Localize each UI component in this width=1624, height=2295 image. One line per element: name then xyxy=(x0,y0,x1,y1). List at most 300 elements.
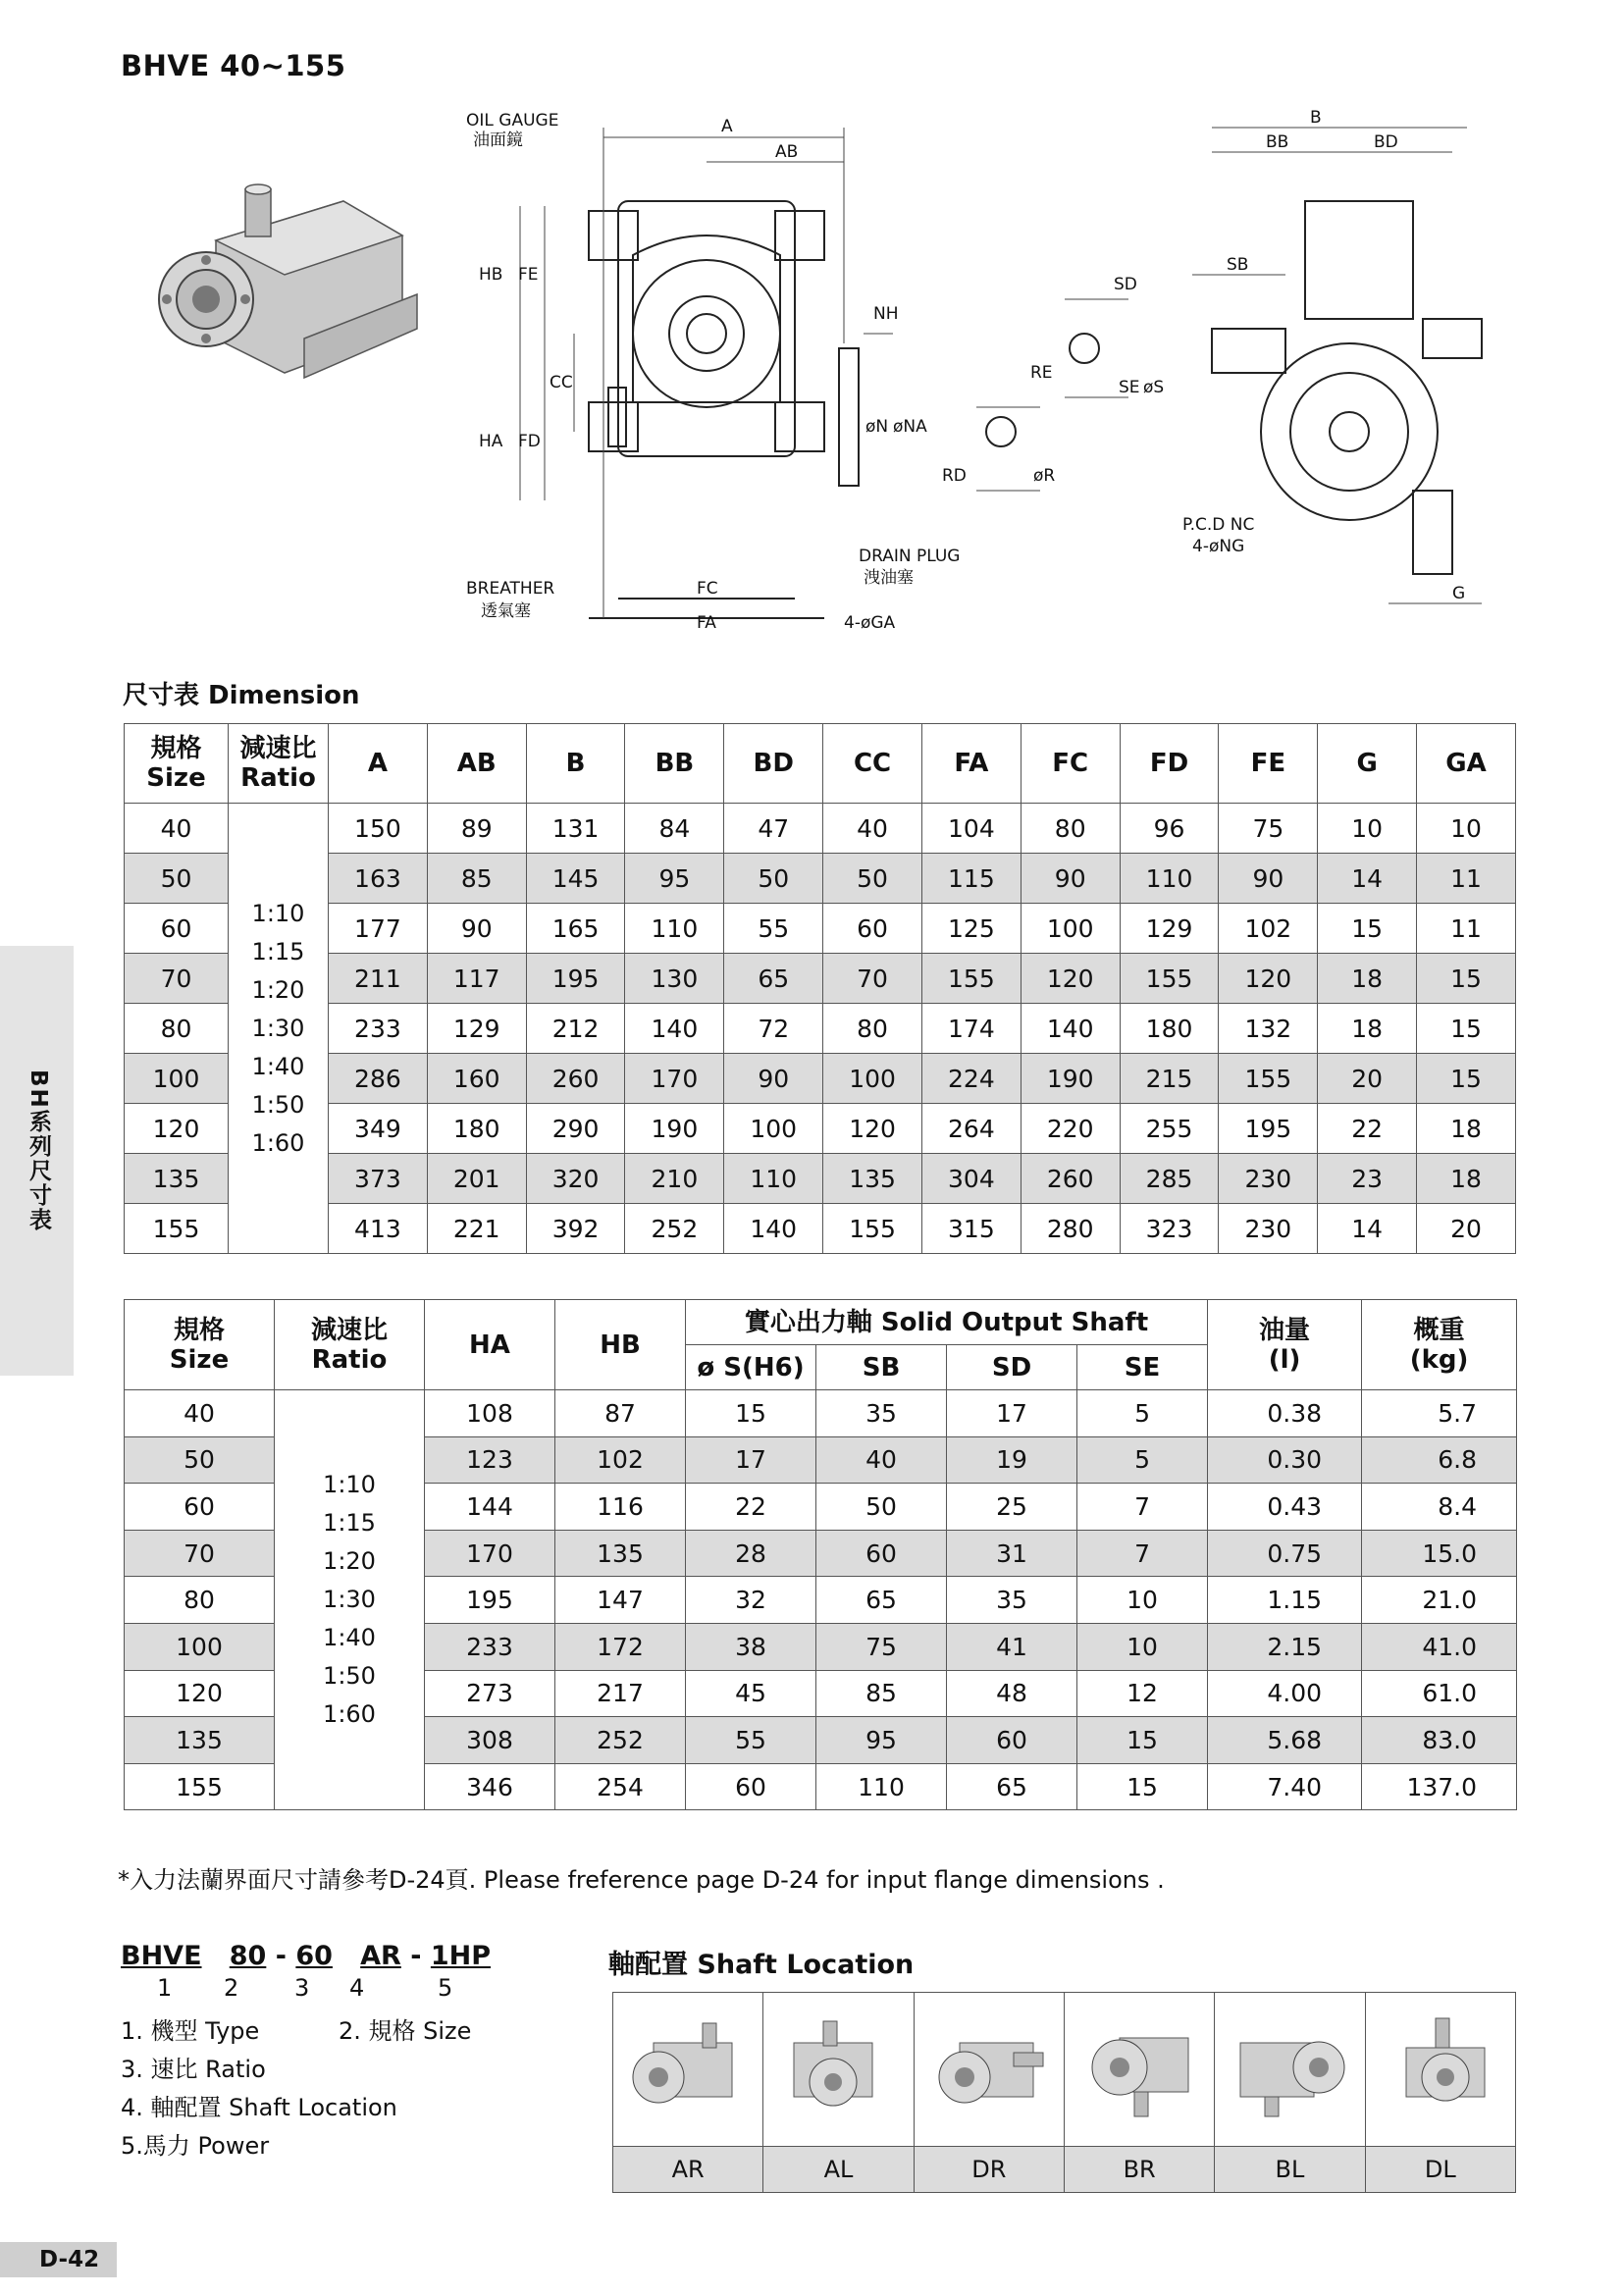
table-cell: 20 xyxy=(1318,1054,1417,1104)
col-header: BB xyxy=(625,724,724,804)
table-cell: 85 xyxy=(427,854,526,904)
size-cell: 120 xyxy=(125,1670,275,1717)
shaft-image-cell xyxy=(1064,1993,1214,2147)
table-cell: 5 xyxy=(1077,1390,1208,1437)
table-cell: 290 xyxy=(526,1104,625,1154)
dimension-table-1 xyxy=(124,723,1516,1254)
shaft-label: BR xyxy=(1064,2147,1214,2193)
drain-plug-zh-label: 洩油塞 xyxy=(864,568,914,588)
table-cell: 8.4 xyxy=(1362,1484,1517,1531)
code-space xyxy=(211,1941,220,1971)
table-cell: 21.0 xyxy=(1362,1577,1517,1624)
col-header: CC xyxy=(823,724,922,804)
table-cell: 15 xyxy=(1417,1004,1516,1054)
code-part: BHVE xyxy=(121,1941,202,1971)
code-separator: - xyxy=(275,1941,287,1971)
table-cell: 10 xyxy=(1318,804,1417,854)
shaft-label: AR xyxy=(613,2147,763,2193)
table-cell: 132 xyxy=(1219,1004,1318,1054)
table-cell: 35 xyxy=(816,1390,947,1437)
table-cell: 170 xyxy=(425,1530,555,1577)
ratio-value: 1:50 xyxy=(251,1090,305,1119)
table-cell: 0.43 xyxy=(1208,1484,1362,1531)
table-cell: 413 xyxy=(329,1204,428,1254)
table-cell: 195 xyxy=(526,954,625,1004)
table-cell: 41 xyxy=(947,1623,1077,1670)
table-cell: 90 xyxy=(427,904,526,954)
table-cell: 48 xyxy=(947,1670,1077,1717)
table-cell: 123 xyxy=(425,1436,555,1484)
col-header: FE xyxy=(1219,724,1318,804)
size-cell: 50 xyxy=(125,1436,275,1484)
table-cell: 12 xyxy=(1077,1670,1208,1717)
oil-gauge-zh-label: 油面鏡 xyxy=(473,130,523,150)
table-cell: 320 xyxy=(526,1154,625,1204)
table-cell: 233 xyxy=(329,1004,428,1054)
breather-zh-label: 透氣塞 xyxy=(481,601,531,621)
ratio-value: 1:10 xyxy=(251,899,305,927)
ga-hole-label: 4-øGA xyxy=(844,613,896,633)
table-cell: 102 xyxy=(555,1436,686,1484)
table-cell: 90 xyxy=(724,1054,823,1104)
table-cell: 87 xyxy=(555,1390,686,1437)
table-cell: 190 xyxy=(1021,1054,1120,1104)
col-header: FD xyxy=(1120,724,1219,804)
dim-bd-label: BD xyxy=(1374,132,1398,152)
table-cell: 0.30 xyxy=(1208,1436,1362,1484)
table-cell: 104 xyxy=(921,804,1021,854)
table-cell: 15 xyxy=(1318,904,1417,954)
table-cell: 155 xyxy=(1120,954,1219,1004)
table-cell: 72 xyxy=(724,1004,823,1054)
weight-header: 概重 (kg) xyxy=(1362,1300,1517,1390)
solid-shaft-header: 實心出力軸 Solid Output Shaft xyxy=(686,1300,1208,1345)
table-cell: 15 xyxy=(1077,1717,1208,1764)
code-part: 80 xyxy=(229,1941,267,1971)
table-cell: 117 xyxy=(427,954,526,1004)
oil-header: 油量 (l) xyxy=(1208,1300,1362,1390)
dim-na-label: øNA xyxy=(893,417,927,437)
table-cell: 22 xyxy=(1318,1104,1417,1154)
col-header: GA xyxy=(1417,724,1516,804)
ratio-value: 1:15 xyxy=(323,1509,376,1538)
table-cell: 260 xyxy=(526,1054,625,1104)
table-cell: 2.15 xyxy=(1208,1623,1362,1670)
table-cell: 135 xyxy=(823,1154,922,1204)
table-cell: 129 xyxy=(1120,904,1219,954)
table-row xyxy=(125,1204,1516,1254)
table-cell: 177 xyxy=(329,904,428,954)
table-cell: 120 xyxy=(823,1104,922,1154)
table-cell: 180 xyxy=(427,1104,526,1154)
table-cell: 7.40 xyxy=(1208,1763,1362,1810)
size-cell: 100 xyxy=(125,1054,229,1104)
col-header: ø S(H6) xyxy=(686,1345,816,1390)
table-cell: 7 xyxy=(1077,1484,1208,1531)
table-cell: 47 xyxy=(724,804,823,854)
table-cell: 4.00 xyxy=(1208,1670,1362,1717)
code-number: 2 xyxy=(224,1974,239,2002)
table-cell: 210 xyxy=(625,1154,724,1204)
table-cell: 0.38 xyxy=(1208,1390,1362,1437)
table-cell: 84 xyxy=(625,804,724,854)
table-cell: 15 xyxy=(1077,1763,1208,1810)
table-cell: 211 xyxy=(329,954,428,1004)
table-cell: 304 xyxy=(921,1154,1021,1204)
table-cell: 5.7 xyxy=(1362,1390,1517,1437)
table-cell: 115 xyxy=(921,854,1021,904)
table-cell: 170 xyxy=(625,1054,724,1104)
table-cell: 65 xyxy=(947,1763,1077,1810)
table-cell: 190 xyxy=(625,1104,724,1154)
gearbox-ar-image xyxy=(624,2013,752,2121)
col-header: BD xyxy=(724,724,823,804)
legend-item: 5.馬力 Power xyxy=(121,2132,270,2160)
gearbox-bl-image xyxy=(1226,2013,1353,2121)
gearbox-photo xyxy=(147,182,422,392)
table-cell: 55 xyxy=(686,1717,816,1764)
dim-cc-label: CC xyxy=(550,373,573,392)
table-cell: 50 xyxy=(724,854,823,904)
table-cell: 95 xyxy=(816,1717,947,1764)
table-cell: 155 xyxy=(1219,1054,1318,1104)
table-cell: 116 xyxy=(555,1484,686,1531)
ratio-value: 1:30 xyxy=(251,1014,305,1042)
breather-label: BREATHER xyxy=(466,579,555,599)
table-cell: 147 xyxy=(555,1577,686,1624)
size-header: 規格 Size xyxy=(125,1300,275,1390)
table-cell: 349 xyxy=(329,1104,428,1154)
dim-a-label: A xyxy=(721,117,733,136)
dim-nh-label: NH xyxy=(873,304,899,324)
table-cell: 230 xyxy=(1219,1154,1318,1204)
dim-ha-label: HA xyxy=(479,432,503,451)
dim-hb-label: HB xyxy=(479,265,503,285)
table-cell: 15.0 xyxy=(1362,1530,1517,1577)
table-cell: 224 xyxy=(921,1054,1021,1104)
table-cell: 286 xyxy=(329,1054,428,1104)
table-cell: 135 xyxy=(555,1530,686,1577)
dim-fa-label: FA xyxy=(697,613,716,633)
table-cell: 95 xyxy=(625,854,724,904)
table-cell: 145 xyxy=(526,854,625,904)
table-cell: 110 xyxy=(625,904,724,954)
table-cell: 17 xyxy=(947,1390,1077,1437)
gearbox-al-image xyxy=(774,2013,902,2121)
size-cell: 60 xyxy=(125,1484,275,1531)
table-cell: 80 xyxy=(823,1004,922,1054)
code-space xyxy=(341,1941,350,1971)
ratio-value: 1:60 xyxy=(251,1128,305,1157)
table-cell: 100 xyxy=(1021,904,1120,954)
table-cell: 0.75 xyxy=(1208,1530,1362,1577)
table-cell: 40 xyxy=(816,1436,947,1484)
shaft-image-cell xyxy=(1215,1993,1365,2147)
shaft-image-cell xyxy=(763,1993,914,2147)
table-cell: 150 xyxy=(329,804,428,854)
col-header: B xyxy=(526,724,625,804)
code-number: 5 xyxy=(438,1974,453,2002)
code-part: AR xyxy=(360,1941,401,1971)
table-cell: 22 xyxy=(686,1484,816,1531)
table-cell: 155 xyxy=(921,954,1021,1004)
table-cell: 60 xyxy=(823,904,922,954)
ratio-value: 1:20 xyxy=(323,1547,376,1576)
shaft-image-cell xyxy=(1365,1993,1515,2147)
table-cell: 15 xyxy=(686,1390,816,1437)
table-cell: 70 xyxy=(823,954,922,1004)
size-cell: 80 xyxy=(125,1577,275,1624)
table-cell: 11 xyxy=(1417,854,1516,904)
dimension-table-2 xyxy=(124,1299,1517,1810)
size-cell: 155 xyxy=(125,1763,275,1810)
table-cell: 45 xyxy=(686,1670,816,1717)
shaft-label: AL xyxy=(763,2147,914,2193)
table-cell: 10 xyxy=(1077,1623,1208,1670)
table-cell: 346 xyxy=(425,1763,555,1810)
table-cell: 392 xyxy=(526,1204,625,1254)
model-code xyxy=(121,1941,491,1971)
table-cell: 15 xyxy=(1417,1054,1516,1104)
dim-ab-label: AB xyxy=(775,142,799,162)
code-separator: - xyxy=(410,1941,422,1971)
dim-bb-label: BB xyxy=(1266,132,1289,152)
table-cell: 280 xyxy=(1021,1204,1120,1254)
size-cell: 60 xyxy=(125,904,229,954)
shaft-label: DL xyxy=(1365,2147,1515,2193)
ratio-value: 1:15 xyxy=(251,937,305,965)
table-cell: 212 xyxy=(526,1004,625,1054)
dim-fd-label: FD xyxy=(518,432,541,451)
col-header: G xyxy=(1318,724,1417,804)
table-cell: 315 xyxy=(921,1204,1021,1254)
table-cell: 165 xyxy=(526,904,625,954)
table-cell: 195 xyxy=(425,1577,555,1624)
table-cell: 18 xyxy=(1417,1104,1516,1154)
table-cell: 50 xyxy=(816,1484,947,1531)
shaft-image-cell xyxy=(613,1993,763,2147)
ratio-value: 1:40 xyxy=(323,1624,376,1652)
table-cell: 233 xyxy=(425,1623,555,1670)
size-cell: 155 xyxy=(125,1204,229,1254)
table-cell: 35 xyxy=(947,1577,1077,1624)
shaft-image-cell xyxy=(914,1993,1064,2147)
table-cell: 55 xyxy=(724,904,823,954)
table-cell: 7 xyxy=(1077,1530,1208,1577)
table-cell: 38 xyxy=(686,1623,816,1670)
table-row xyxy=(125,1154,1516,1204)
size-cell: 40 xyxy=(125,804,229,854)
table-cell: 163 xyxy=(329,854,428,904)
table-cell: 5 xyxy=(1077,1436,1208,1484)
ratio-value: 1:20 xyxy=(251,975,305,1004)
oil-gauge-label: OIL GAUGE xyxy=(466,111,559,130)
table-cell: 255 xyxy=(1120,1104,1219,1154)
dim-n-label: øN xyxy=(865,417,889,437)
table-cell: 155 xyxy=(823,1204,922,1254)
table-cell: 60 xyxy=(947,1717,1077,1764)
code-number: 3 xyxy=(294,1974,310,2002)
dim-s-label: øS xyxy=(1143,378,1165,397)
dimension-section-title: 尺寸表 Dimension xyxy=(123,681,360,710)
legend-item: 4. 軸配置 Shaft Location xyxy=(121,2094,397,2121)
size-cell: 80 xyxy=(125,1004,229,1054)
table-cell: 129 xyxy=(427,1004,526,1054)
table-cell: 172 xyxy=(555,1623,686,1670)
table-header-row xyxy=(125,1300,1517,1345)
table-cell: 17 xyxy=(686,1436,816,1484)
table-cell: 83.0 xyxy=(1362,1717,1517,1764)
col-header: AB xyxy=(427,724,526,804)
table-cell: 18 xyxy=(1417,1154,1516,1204)
shaft-image-row xyxy=(613,1993,1516,2147)
side-tab-label: BH系列尺寸表 xyxy=(26,1069,51,1232)
table-cell: 100 xyxy=(823,1054,922,1104)
table-cell: 65 xyxy=(816,1577,947,1624)
table-cell: 174 xyxy=(921,1004,1021,1054)
table-cell: 160 xyxy=(427,1054,526,1104)
table-cell: 25 xyxy=(947,1484,1077,1531)
side-view-drawing xyxy=(1158,108,1492,618)
dim-r-label: øR xyxy=(1033,466,1056,486)
ratio-cell xyxy=(229,804,329,1254)
dim-sb-label: SB xyxy=(1227,255,1249,275)
table-cell: 89 xyxy=(427,804,526,854)
table-row xyxy=(125,1390,1517,1437)
key-detail-drawing xyxy=(917,255,1165,510)
page-number: D-42 xyxy=(39,2247,100,2272)
table-cell: 41.0 xyxy=(1362,1623,1517,1670)
ratio-value: 1:60 xyxy=(323,1700,376,1729)
table-row xyxy=(125,804,1516,854)
table-cell: 201 xyxy=(427,1154,526,1204)
table-cell: 75 xyxy=(1219,804,1318,854)
table-cell: 65 xyxy=(724,954,823,1004)
dim-g-label: G xyxy=(1452,584,1466,603)
size-cell: 70 xyxy=(125,1530,275,1577)
table-cell: 125 xyxy=(921,904,1021,954)
gearbox-dl-image xyxy=(1377,2013,1504,2121)
size-cell: 135 xyxy=(125,1717,275,1764)
table-cell: 102 xyxy=(1219,904,1318,954)
table-cell: 11 xyxy=(1417,904,1516,954)
size-cell: 120 xyxy=(125,1104,229,1154)
code-number: 1 xyxy=(157,1974,173,2002)
table-cell: 220 xyxy=(1021,1104,1120,1154)
ratio-value: 1:40 xyxy=(251,1052,305,1080)
table-cell: 308 xyxy=(425,1717,555,1764)
table-cell: 108 xyxy=(425,1390,555,1437)
table-row xyxy=(125,1004,1516,1054)
legend-item: 1. 機型 Type xyxy=(121,2017,260,2045)
table-row xyxy=(125,954,1516,1004)
dim-re-label: RE xyxy=(1030,363,1053,383)
legend-item: 2. 規格 Size xyxy=(339,2017,472,2045)
table-cell: 140 xyxy=(1021,1004,1120,1054)
table-cell: 61.0 xyxy=(1362,1670,1517,1717)
flange-note: *入力法蘭界面尺寸請參考D-24頁. Please freference page D-24 for input flange dimensions . xyxy=(118,1866,1165,1894)
table-row xyxy=(125,854,1516,904)
table-cell: 137.0 xyxy=(1362,1763,1517,1810)
table-cell: 32 xyxy=(686,1577,816,1624)
table-cell: 215 xyxy=(1120,1054,1219,1104)
table-cell: 323 xyxy=(1120,1204,1219,1254)
pcd-label: P.C.D NC xyxy=(1182,515,1255,535)
shaft-location-title: 軸配置 Shaft Location xyxy=(608,1950,915,1980)
table-cell: 110 xyxy=(724,1154,823,1204)
dim-fc-label: FC xyxy=(697,579,718,599)
table-cell: 85 xyxy=(816,1670,947,1717)
table-cell: 195 xyxy=(1219,1104,1318,1154)
table-cell: 110 xyxy=(1120,854,1219,904)
dim-fe-label: FE xyxy=(518,265,539,285)
table-cell: 252 xyxy=(555,1717,686,1764)
table-cell: 180 xyxy=(1120,1004,1219,1054)
ng-label: 4-øNG xyxy=(1192,537,1245,556)
table-cell: 254 xyxy=(555,1763,686,1810)
table-cell: 96 xyxy=(1120,804,1219,854)
shaft-label: DR xyxy=(914,2147,1064,2193)
table-header-row xyxy=(125,724,1516,804)
dim-sd-label: SD xyxy=(1114,275,1137,294)
table-cell: 110 xyxy=(816,1763,947,1810)
col-header: SD xyxy=(947,1345,1077,1390)
table-cell: 217 xyxy=(555,1670,686,1717)
table-cell: 90 xyxy=(1021,854,1120,904)
table-cell: 31 xyxy=(947,1530,1077,1577)
table-cell: 120 xyxy=(1219,954,1318,1004)
table-cell: 264 xyxy=(921,1104,1021,1154)
table-cell: 100 xyxy=(724,1104,823,1154)
col-header: SB xyxy=(816,1345,947,1390)
ratio-value: 1:30 xyxy=(323,1586,376,1614)
size-cell: 135 xyxy=(125,1154,229,1204)
table-cell: 18 xyxy=(1318,1004,1417,1054)
table-cell: 120 xyxy=(1021,954,1120,1004)
table-cell: 273 xyxy=(425,1670,555,1717)
size-cell: 50 xyxy=(125,854,229,904)
drain-plug-label: DRAIN PLUG xyxy=(859,547,961,566)
shaft-label: BL xyxy=(1215,2147,1365,2193)
table-cell: 144 xyxy=(425,1484,555,1531)
code-number: 4 xyxy=(349,1974,365,2002)
dim-rd-label: RD xyxy=(942,466,967,486)
table-cell: 140 xyxy=(724,1204,823,1254)
table-cell: 10 xyxy=(1417,804,1516,854)
table-cell: 140 xyxy=(625,1004,724,1054)
table-row xyxy=(125,1054,1516,1104)
col-header: FA xyxy=(921,724,1021,804)
shaft-location-table xyxy=(612,1992,1516,2193)
table-cell: 5.68 xyxy=(1208,1717,1362,1764)
table-cell: 230 xyxy=(1219,1204,1318,1254)
ratio-header: 減速比 Ratio xyxy=(229,724,329,804)
table-cell: 130 xyxy=(625,954,724,1004)
table-cell: 10 xyxy=(1077,1577,1208,1624)
size-cell: 40 xyxy=(125,1390,275,1437)
col-header: FC xyxy=(1021,724,1120,804)
table-cell: 50 xyxy=(823,854,922,904)
ratio-cell xyxy=(275,1390,425,1810)
table-cell: 28 xyxy=(686,1530,816,1577)
table-cell: 6.8 xyxy=(1362,1436,1517,1484)
table-cell: 20 xyxy=(1417,1204,1516,1254)
ratio-value: 1:50 xyxy=(323,1662,376,1691)
table-row xyxy=(125,904,1516,954)
table-cell: 14 xyxy=(1318,854,1417,904)
table-cell: 15 xyxy=(1417,954,1516,1004)
col-header: HA xyxy=(425,1300,555,1390)
